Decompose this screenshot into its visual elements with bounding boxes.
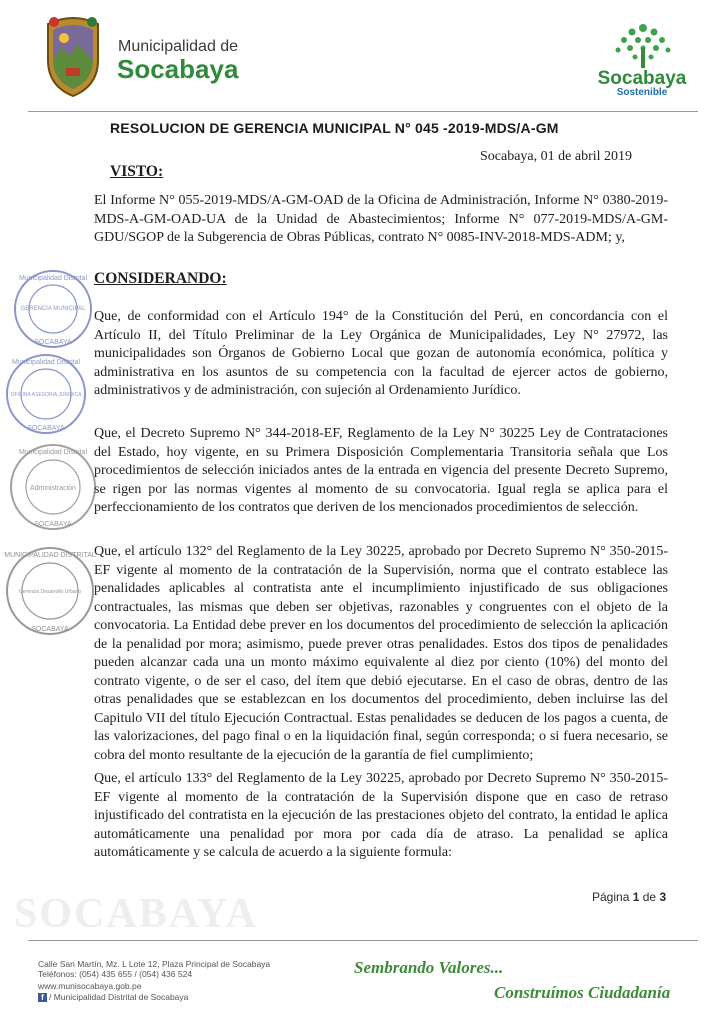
municipality-name: Socabaya [117, 54, 239, 84]
visto-text: El Informe N° 055-2019-MDS/A-GM-OAD de la Oficina de Administración, Informe N° 0380-2019-MDS-A-GM-OAD-UA de la Unidad de Abastecimientos; Informe N° 077-2019-MDS/A-GM-GDU/SGOP de la Subgerencia de Obras Públicas, contrato N° 0085-INV-2018-MDS-ADM; y, [94, 193, 668, 245]
resolution-title: RESOLUCION DE GERENCIA MUNICIPAL N° 045 -2019-MDS/A-GM [110, 120, 559, 136]
stamp-gerencia-municipal [12, 268, 94, 350]
page-of: de [642, 890, 657, 904]
paragraph-4: Que, el artículo 133° del Reglamento de la Ley 30225, aprobado por Decreto Supremo N° 350-2015-EF vigente al momento de la contratación de la Supervisión dispone que en caso de retraso injustificado del contratista en la ejecución de las prestaciones objeto del contrato, la entidad le aplica automáticamente una penalidad por mora por cada día de atraso. La penalidad se aplica automáticamente y se calcula de acuerdo a la siguiente formula: [94, 771, 668, 860]
stamp-asesoria-juridica [4, 352, 88, 436]
page-label: Página [592, 890, 630, 904]
stamp-4-center: Gerencia Desarrollo Urbano [18, 589, 82, 595]
stamp-2-top: Municipalidad Distrital [11, 359, 81, 366]
considerando-heading: CONSIDERANDO: [94, 270, 227, 287]
footer-slogan-line1: Sembrando Valores... [354, 958, 504, 977]
footer-facebook [38, 992, 188, 1002]
right-logo-tagline: Sostenible [616, 87, 668, 98]
municipality-prefix: Municipalidad de [118, 38, 239, 55]
visto-heading: VISTO: [110, 163, 164, 180]
municipal-crest-logo [42, 14, 104, 98]
page-total: 3 [659, 890, 667, 904]
stamp-administracion [8, 442, 98, 532]
header-divider [28, 111, 698, 112]
footer-facebook-text: / Municipalidad Distrital de Socabaya [49, 992, 189, 1002]
footer-divider [28, 940, 698, 941]
footer-website: www.munisocabaya.gob.pe [38, 981, 142, 991]
stamp-1-top: Municipalidad Distrital [18, 275, 88, 282]
stamp-1-center: GERENCIA MUNICIPAL [20, 306, 86, 312]
stamp-3-center: Administración [30, 485, 76, 492]
paragraph-2: Que, el Decreto Supremo N° 344-2018-EF, Reglamento de la Ley N° 30225 Ley de Contrataciones del Estado, hoy vigente, en su Primera Disposición Complementaria Transitoria señala que Los procedimientos de selección iniciados antes de la entrada en vigencia del presente Decreto Supremo, se rigen por las normas vigentes al momento de su convocatoria. Igual regla se aplica para el perfeccionamiento de los contratos que deriven de los mencionados procedimientos de selección. [94, 426, 668, 515]
stamp-4-bottom: SOCABAYA [31, 626, 69, 633]
facebook-icon: f [38, 993, 47, 1002]
footer-address: Calle San Martín, Mz. L Lote 12, Plaza Principal de Socabaya [38, 959, 271, 969]
stamp-1-bottom: SOCABAYA [34, 339, 72, 346]
stamp-2-bottom: SOCABAYA [27, 425, 65, 432]
page-number [592, 890, 666, 904]
watermark-text: SOCABAYA [14, 891, 258, 937]
footer-phones: Teléfonos: (054) 435 655 / (054) 436 524 [38, 969, 193, 979]
paragraph-1: Que, de conformidad con el Artículo 194° de la Constitución del Perú, en concordancia con el Artículo II, del Título Preliminar de la Ley Orgánica de Municipalidades, Ley N° 27972, las municipalidades son Órganos de Gobierno Local que gozan de autonomía económica, política y administrativa en los asuntos de su competencia con la facultad de ejercer actos de gobierno, administrativos y de administración, con sujeción al Ordenamiento Jurídico. [94, 309, 668, 398]
stamp-4-top: MUNICIPALIDAD DISTRITAL [4, 552, 96, 559]
stamp-3-top: Municipalidad Distrital [18, 449, 88, 456]
page-current: 1 [632, 890, 640, 904]
paragraph-3: Que, el artículo 132° del Reglamento de la Ley 30225, aprobado por Decreto Supremo N° 350-2015-EF vigente al momento de la contratación de la Supervisión, norma que el contrato establece las penalidades aplicables al contratista ante el incumplimiento injustificado de sus obligaciones contractuales, las mismas que deben ser objetivas, razonables y congruentes con el objeto de la convocatoria. La Entidad debe prever en los documentos del procedimiento de selección la aplicación de la penalidad por mora; asimismo, puede prever otras penalidades. Estos dos tipos de penalidades pueden alcanzar cada una un monto máximo equivalente al diez por ciento (10%) del monto del contrato vigente, o de ser el caso, del ítem que debió ejecutarse. En el caso de obras, dentro de las otras penalidades que se establezcan en los documentos del procedimiento, deben incluirse las del Capitulo VII del título Ejecución Contractual. Estas penalidades se deducen de los pagos a cuenta, de las valorizaciones, del pago final o en la liquidación final, según corresponda; o si fuera necesario, se cobra del monto resultante de la ejecución de la garantía de fiel cumplimiento; [94, 544, 668, 763]
document-date: Socabaya, 01 de abril 2019 [480, 149, 633, 164]
footer-slogan-line2: Construímos Ciudadanía [494, 983, 671, 1002]
right-logo-name: Socabaya [597, 68, 687, 89]
stamp-3-bottom: SOCABAYA [34, 521, 72, 528]
stamp-2-center: OFICINA ASESORIA JURIDICA [10, 392, 82, 398]
stamp-desarrollo-urbano [4, 545, 96, 637]
